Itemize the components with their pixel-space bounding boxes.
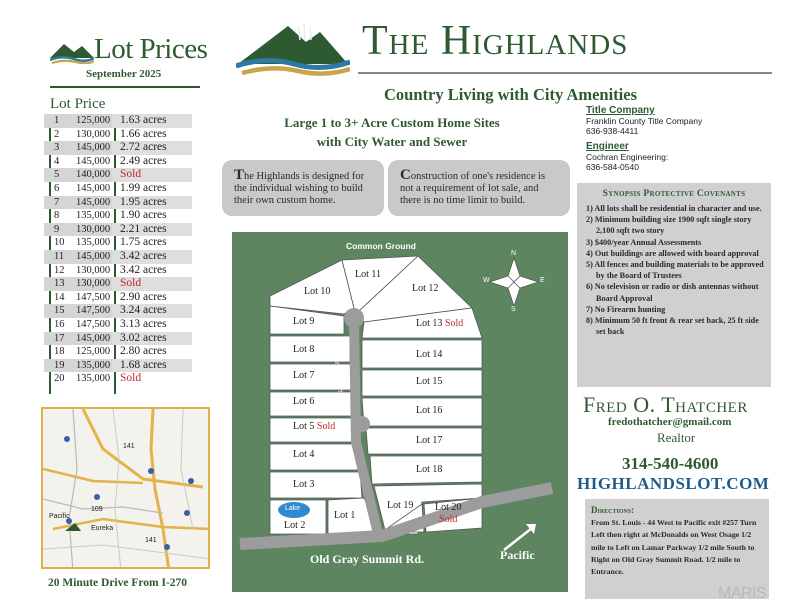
realtor-name: Fred O. Thatcher — [583, 392, 748, 417]
street-label: Highlands Court — [331, 342, 344, 393]
realtor-title: Realtor — [657, 430, 696, 445]
road-label: Old Gray Summit Rd. — [310, 552, 425, 566]
covenant-item: 6) No television or radio or dish antennas without Board Approval — [586, 282, 759, 303]
lot-price: 145,000 — [66, 250, 112, 264]
covenant-item: 1) All lots shall be residential in character and use. — [586, 204, 762, 213]
lot-price: 125,000 — [76, 346, 111, 358]
covenant-item: 5) All fences and building materials to be approved by the Board of Trustees — [586, 260, 764, 281]
sold-status: Sold — [112, 168, 192, 182]
tagline — [262, 113, 522, 151]
lot-number: 14 — [54, 291, 65, 303]
title-company-block — [586, 105, 776, 136]
title-company-heading: Title Company — [586, 105, 655, 116]
lot-price-row — [44, 182, 204, 196]
engineer-heading: Engineer — [586, 141, 629, 152]
lot-price: 145,000 — [76, 155, 111, 167]
plat-graphic — [232, 232, 568, 592]
lot-price-row — [44, 209, 204, 223]
engineer-name: Cochran Engineering: — [586, 152, 669, 162]
lot-acreage: 3.42 acres — [120, 263, 167, 276]
tagline-line: Large 1 to 3+ Acre Custom Home Sites — [284, 115, 500, 130]
lot-number: 11 — [44, 250, 66, 264]
lot-acreage: 2.72 acres — [112, 141, 192, 155]
lot-11-label: Lot 11 — [355, 269, 382, 280]
map-label: 141 — [123, 443, 135, 450]
compass-e: E — [540, 277, 545, 284]
subdivision-plat-map — [232, 232, 568, 592]
lot-price-row — [44, 223, 204, 237]
realtor-phone[interactable]: 314-540-4600 — [622, 454, 719, 473]
lot-number: 16 — [54, 318, 65, 330]
lot-price: 130,000 — [76, 128, 111, 140]
info-box-construction — [388, 160, 570, 216]
lot-price-row — [44, 318, 204, 332]
lot-price-row — [44, 155, 204, 169]
realtor-email-link[interactable]: fredothatcher@gmail.com — [608, 416, 732, 428]
covenant-item: 3) $400/year Annual Assessments — [586, 237, 702, 247]
lot-number: 8 — [54, 210, 60, 222]
map-label: Pacific — [49, 513, 70, 520]
lot-6-label: Lot 6 — [293, 396, 315, 407]
sold-status: Sold — [120, 372, 142, 385]
lot-19-label: Lot 19 — [387, 500, 414, 511]
lot-acreage: 3.13 acres — [120, 317, 167, 330]
lot-price-header: Lot Price — [50, 96, 106, 112]
lot-acreage: 1.75 acres — [120, 236, 167, 249]
lot-number: 10 — [54, 237, 65, 249]
divider — [358, 72, 772, 74]
lot-4-label: Lot 4 — [293, 449, 315, 460]
lot-number: 7 — [44, 196, 66, 210]
lake-label: Lake — [285, 505, 301, 512]
lot-number: 17 — [44, 332, 66, 346]
watermark: MARIS — [718, 585, 767, 602]
lot-price-row — [44, 332, 204, 346]
lot-number: 20 — [54, 373, 65, 385]
lot-price: 140,000 — [66, 168, 112, 182]
lot-price-row — [44, 236, 204, 250]
lot-price: 145,000 — [66, 332, 112, 346]
lot-number: 4 — [54, 155, 60, 167]
lot-14-label: Lot 14 — [416, 349, 443, 360]
lot-7-label: Lot 7 — [293, 370, 315, 381]
lot-number: 5 — [44, 168, 66, 182]
covenants-box — [577, 183, 771, 387]
lot-number: 18 — [54, 346, 65, 358]
lot-prices-logo-icon — [50, 38, 94, 64]
directions-text: From St. Louis - 44 West to Pacific exit #257 Turn Left then right at McDonalds on West Osage 1/2 mile to Left on Lamar Parkway 1/2 mile South to Right on Old Gray Summit Road. 1/2 mile to Entrance. — [591, 518, 757, 577]
lot-price: 130,000 — [66, 277, 112, 291]
directions-box — [585, 499, 769, 599]
lot-17-label: Lot 17 — [416, 435, 443, 446]
lot-16-label: Lot 16 — [416, 405, 443, 416]
covenant-item: 8) Minimum 50 ft front & rear set back, 25 ft side set back — [586, 316, 759, 337]
lot-price: 130,000 — [66, 223, 112, 237]
lot-number: 12 — [54, 264, 65, 276]
lot-price: 135,000 — [76, 373, 111, 385]
info-text: onstruction of one's residence is not a requirement of lot sale, and there is no time limit to build. — [400, 171, 546, 206]
lot-acreage: 1.63 acres — [112, 114, 192, 128]
lot-price: 147,500 — [76, 291, 111, 303]
lot-price-row — [44, 250, 204, 264]
lot-acreage: 1.68 acres — [112, 359, 192, 373]
lot-15-label: Lot 15 — [416, 376, 443, 387]
compass-s: S — [511, 306, 516, 313]
sold-status: Sold — [112, 277, 192, 291]
lot-9-label: Lot 9 — [293, 316, 315, 327]
covenant-item: 4) Out buildings are allowed with board approval — [586, 248, 759, 258]
lot-acreage: 2.49 acres — [120, 154, 167, 167]
lot-13-label: Lot 13 Sold — [416, 318, 464, 329]
highlands-logo-icon — [236, 20, 350, 76]
info-text: he Highlands is designed for the individual wishing to build their own custom home. — [234, 171, 365, 206]
lot-price: 135,000 — [76, 237, 111, 249]
map-label: 141 — [145, 537, 157, 544]
lot-acreage: 2.80 acres — [120, 345, 167, 358]
lot-price-row — [44, 128, 204, 142]
lot-price: 145,000 — [76, 182, 111, 194]
lot-price: 125,000 — [66, 114, 112, 128]
lot-10-label: Lot 10 — [304, 286, 331, 297]
lot-number: 1 — [44, 114, 66, 128]
directions-title: Directions: — [591, 505, 635, 515]
lot-20-label: Lot 20 Sold — [435, 502, 462, 525]
lot-price-row — [44, 359, 204, 373]
lot-price-row — [44, 304, 204, 318]
lot-price: 145,000 — [66, 196, 112, 210]
lot-acreage: 3.42 acres — [112, 250, 192, 264]
lot-number: 2 — [54, 128, 60, 140]
lot-price: 147,500 — [76, 318, 111, 330]
engineer-phone: 636-584-0540 — [586, 162, 639, 172]
lot-price-table — [44, 114, 204, 386]
lot-acreage: 2.21 acres — [112, 223, 192, 237]
lot-acreage: 3.02 acres — [112, 332, 192, 346]
engineer-block — [586, 141, 776, 172]
lot-price: 135,000 — [66, 359, 112, 373]
road-map-graphic — [43, 409, 210, 569]
page-title: The Highlands — [362, 18, 629, 64]
lot-number: 6 — [54, 182, 60, 194]
lot-number: 15 — [44, 304, 66, 318]
lot-price-row — [44, 141, 204, 155]
common-ground-label: Common Ground — [346, 241, 416, 251]
lot-price-row — [44, 114, 204, 128]
drop-cap: C — [400, 167, 411, 183]
lot-number: 3 — [44, 141, 66, 155]
lot-price-row — [44, 168, 204, 182]
lot-1-label: Lot 1 — [334, 510, 356, 521]
lot-8-label: Lot 8 — [293, 344, 315, 355]
map-label: Eureka — [91, 525, 114, 532]
subtitle: Country Living with City Amenities — [384, 85, 638, 104]
lot-5-label: Lot 5 Sold — [293, 421, 336, 432]
drop-cap: T — [234, 167, 245, 183]
lot-18-label: Lot 18 — [416, 464, 443, 475]
lot-price-row — [44, 277, 204, 291]
lot-acreage: 1.90 acres — [120, 209, 167, 222]
website-link[interactable]: HIGHLANDSLOT.COM — [577, 474, 770, 493]
lot-acreage: 1.99 acres — [120, 181, 167, 194]
lot-acreage: 3.24 acres — [112, 304, 192, 318]
lot-price-row — [44, 196, 204, 210]
lot-price-row — [44, 372, 204, 386]
covenant-item: 2) Minimum building size 1900 sqft single story 2,100 sqft two story — [586, 215, 752, 236]
lot-prices-title: Lot Prices — [94, 33, 208, 65]
map-label: 109 — [91, 506, 103, 513]
inset-location-map — [41, 407, 210, 569]
lot-acreage: 1.66 acres — [120, 127, 167, 140]
lot-price-row — [44, 345, 204, 359]
lot-number: 9 — [44, 223, 66, 237]
lot-2-label: Lot 2 — [284, 520, 306, 531]
lot-price: 147,500 — [66, 304, 112, 318]
compass-n: N — [511, 250, 517, 257]
lot-price-row — [44, 264, 204, 278]
title-company-name: Franklin County Title Company — [586, 116, 703, 126]
lot-prices-date: September 2025 — [86, 68, 162, 80]
tagline-line: with City Water and Sewer — [316, 134, 468, 149]
lot-price: 135,000 — [76, 210, 111, 222]
covenant-item: 7) No Firearm hunting — [586, 304, 666, 314]
lot-price: 145,000 — [66, 141, 112, 155]
lot-acreage: 2.90 acres — [120, 290, 167, 303]
lot-acreage: 1.95 acres — [112, 196, 192, 210]
compass-w: W — [483, 277, 490, 284]
lot-3-label: Lot 3 — [293, 479, 315, 490]
divider — [50, 86, 200, 88]
covenants-title: Synopsis Protective Covenants — [602, 189, 746, 199]
lot-number: 19 — [44, 359, 66, 373]
map-caption: 20 Minute Drive From I-270 — [48, 577, 188, 589]
direction-label: Pacific — [500, 548, 535, 562]
lot-12-label: Lot 12 — [412, 283, 439, 294]
lot-number: 13 — [44, 277, 66, 291]
lot-price-row — [44, 291, 204, 305]
info-box-custom-home — [222, 160, 384, 216]
lot-price: 130,000 — [76, 264, 111, 276]
title-company-phone: 636-938-4411 — [586, 126, 639, 136]
